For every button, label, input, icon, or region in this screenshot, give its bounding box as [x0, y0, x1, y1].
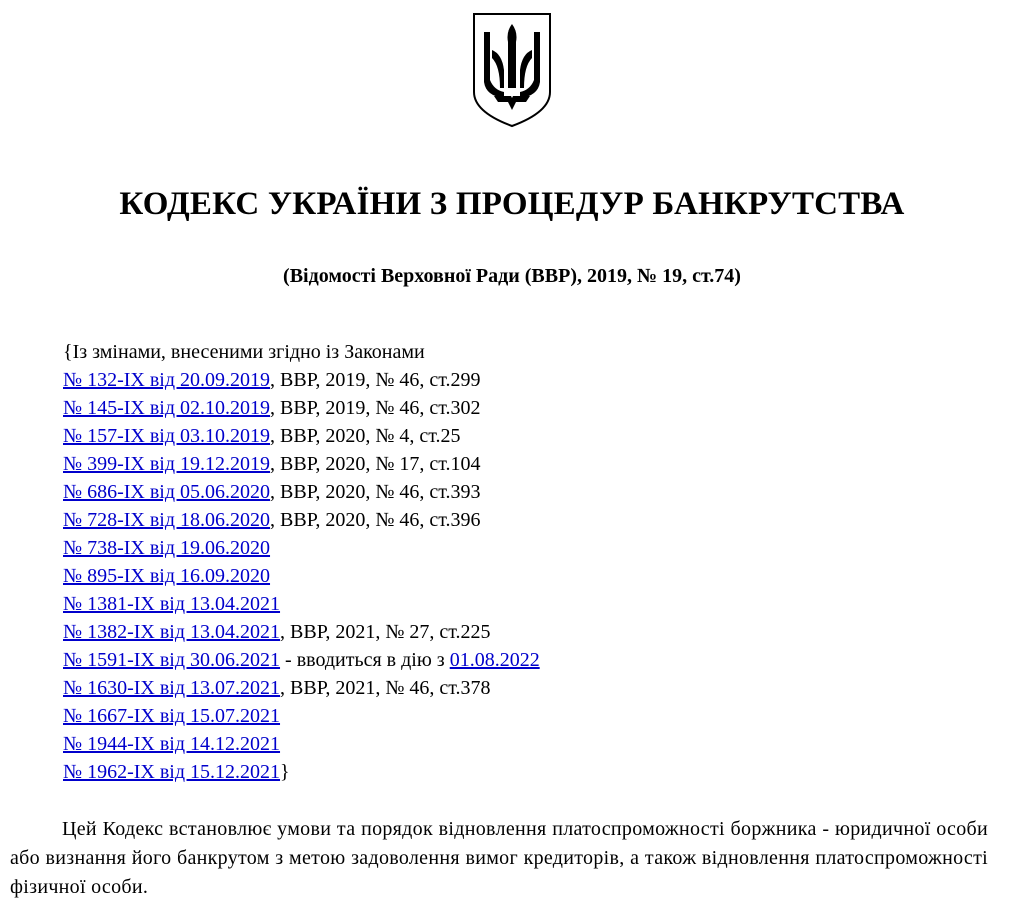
amendment-law-link[interactable]: № 738-IX від 19.06.2020: [63, 537, 271, 559]
amendment-law-link[interactable]: № 399-IX від 19.12.2019: [63, 453, 271, 475]
code-preamble-paragraph: Цей Кодекс встановлює умови та порядок відновлення платоспроможності боржника - юридичної особи або визнання його банкрутом з метою задоволення вимог кредиторів, а також відновлення платоспроможності фізичної особи.: [10, 818, 988, 898]
amendment-law-link[interactable]: № 1962-IX від 15.12.2021: [63, 761, 281, 783]
amendment-effective-note: - вводиться в дію з: [280, 649, 450, 671]
amendment-law-link[interactable]: № 1381-IX від 13.04.2021: [63, 593, 281, 615]
amendment-law-link[interactable]: № 157-IX від 03.10.2019: [63, 425, 271, 447]
amendment-publication: , ВВР, 2021, № 46, ст.378: [280, 677, 491, 699]
list-item: [63, 758, 540, 786]
amendment-publication: , ВВР, 2020, № 4, ст.25: [270, 425, 461, 447]
list-item: [63, 394, 540, 422]
list-item: [63, 618, 540, 646]
amendment-publication: , ВВР, 2021, № 27, ст.225: [280, 621, 491, 643]
amendment-publication: , ВВР, 2019, № 46, ст.302: [270, 397, 481, 419]
amendment-law-link[interactable]: № 1667-IX від 15.07.2021: [63, 705, 281, 727]
amendments-closing-brace: }: [280, 761, 290, 783]
amendment-publication: , ВВР, 2020, № 17, ст.104: [270, 453, 481, 475]
effective-date-link[interactable]: 01.08.2022: [449, 649, 540, 671]
list-item: [63, 478, 540, 506]
list-item: [63, 730, 540, 758]
list-item: [63, 590, 540, 618]
amendment-law-link[interactable]: № 1630-IX від 13.07.2021: [63, 677, 281, 699]
amendment-law-link[interactable]: № 1382-IX від 13.04.2021: [63, 621, 281, 643]
list-item: [63, 450, 540, 478]
list-item: [63, 562, 540, 590]
amendment-law-link[interactable]: № 686-IX від 05.06.2020: [63, 481, 271, 503]
trident-coat-of-arms-icon: [470, 10, 554, 130]
amendment-publication: , ВВР, 2020, № 46, ст.393: [270, 481, 481, 503]
publication-source: (Відомості Верховної Ради (ВВР), 2019, № 19, ст.74): [283, 265, 741, 287]
amendment-law-link[interactable]: № 132-IX від 20.09.2019: [63, 369, 271, 391]
list-item: [63, 702, 540, 730]
amendment-law-link[interactable]: № 895-IX від 16.09.2020: [63, 565, 271, 587]
amendment-law-link[interactable]: № 728-IX від 18.06.2020: [63, 509, 271, 531]
amendment-law-link[interactable]: № 1944-IX від 14.12.2021: [63, 733, 281, 755]
amendments-list: [63, 338, 540, 786]
page-title: КОДЕКС УКРАЇНИ З ПРОЦЕДУР БАНКРУТСТВА: [119, 186, 905, 222]
list-item: [63, 646, 540, 674]
list-item: [63, 534, 540, 562]
amendment-law-link[interactable]: № 145-IX від 02.10.2019: [63, 397, 271, 419]
amendments-intro: {Із змінами, внесеними згідно із Законами: [63, 341, 425, 363]
amendment-law-link[interactable]: № 1591-IX від 30.06.2021: [63, 649, 281, 671]
list-item: [63, 422, 540, 450]
list-item: [63, 366, 540, 394]
amendment-publication: , ВВР, 2019, № 46, ст.299: [270, 369, 481, 391]
list-item: [63, 674, 540, 702]
amendment-publication: , ВВР, 2020, № 46, ст.396: [270, 509, 481, 531]
list-item: [63, 506, 540, 534]
